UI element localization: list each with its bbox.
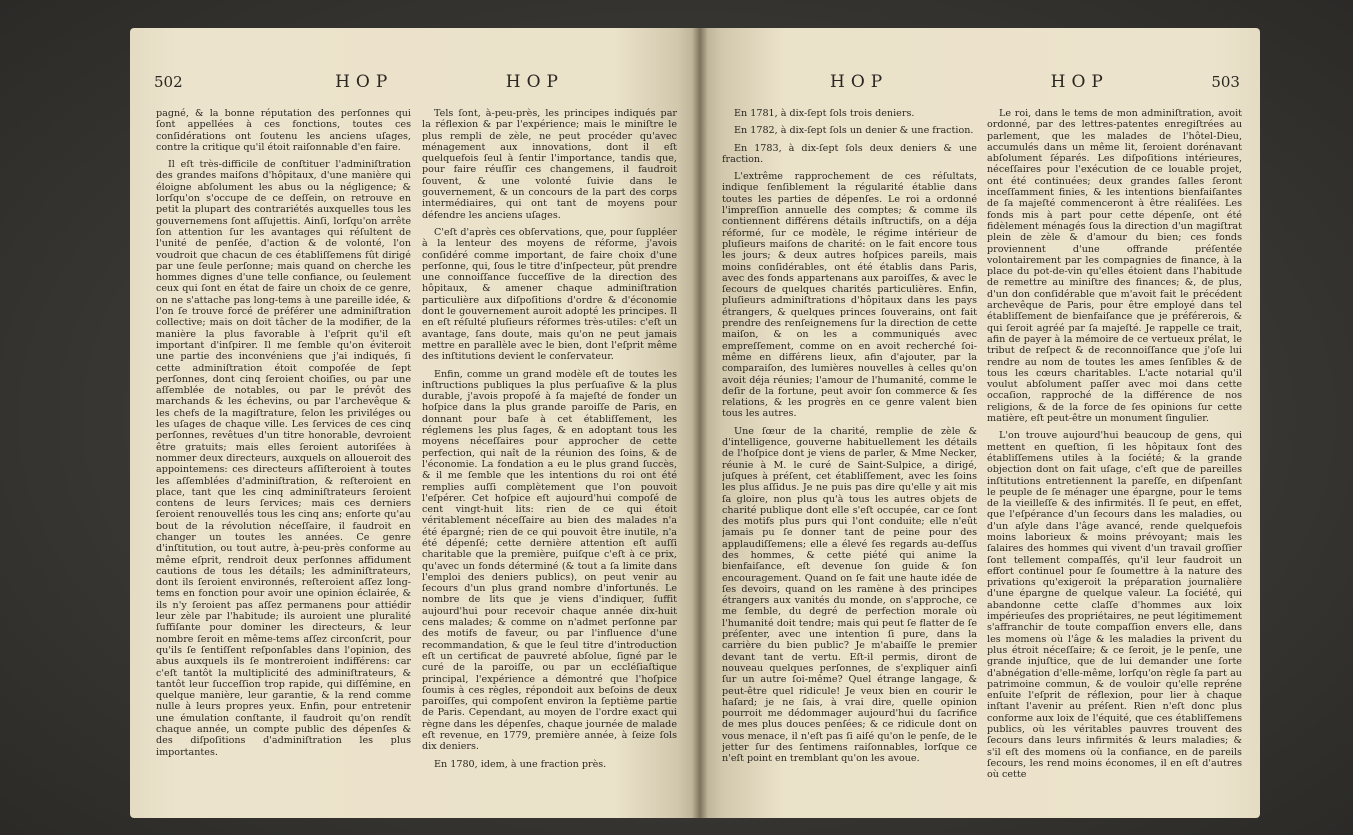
- right-head-word-1: HOP: [830, 72, 889, 92]
- right-running-head: [720, 72, 1240, 96]
- left-running-head: [154, 72, 674, 96]
- paragraph: Une ſœur de la charité, remplie de zèle & d'intelligence, gouverne habituellement les détails de l'hoſpice dont je viens de parler, & Mme Necker, réunie à M. le curé de Saint-Sulpice, a dirigé, juſques à préſent, cet établiſſement, avec les ſoins les plus aſſidus. Je ne puis pas dire qu'elle y ait mis ſa gloire, non plus qu'à tous les autres objets de charité publique dont elle s'eſt occupée, car ce ſont des motifs plus purs qui l'ont conduite; elle n'eût jamais pu ſe donner tant de peine pour des applaudiſſemens; elle a élevé ſes regards au-deſſus des hommes, & cette piété qui anime la bienfaiſance, eſt devenue ſon guide & ſon encouragement. Quand on ſe fait une haute idée de ſes devoirs, quand on les ramène à des principes étrangers aux vanités du monde, on s'approche, ce me ſemble, du degré de perfection morale où l'humanité doit tendre; mais qui peut ſe flatter de ſe préſenter, avec une intention ſi pure, dans la carrière du bien public? Je m'abaiſſe le premier devant tant de vertu. Eſt-il permis, diront de nouveau quelques perſonnes, de s'expliquer ainſi ſur un autre ſoi-même? Quel étrange langage, & peut-être quel ridicule! Je veux bien en courir le haſard; je ne ſais, à vrai dire, quelle opinion pourroit me dédommager aujourd'hui du ſacrifice de mes plus douces penſées; & ce ridicule dont on vous menace, il n'eſt pas ſi aiſé qu'on le penſe, de le jetter ſur des ſentimens raiſonnables, lorſque ce n'eſt point en tremblant qu'on les avoue.: [722, 425, 977, 765]
- paragraph: Tels ſont, à-peu-près, les principes indiqués par la réflexion & par l'expérience; mais le miniſtre le plus rempli de zèle, ne peut procéder qu'avec ménagement aux innovations, dont il eſt quelquefois ſeul à ſentir l'importance, tandis que, pour faire réuſſir ces changemens, il faudroit ſouvent, & une volonté ſuivie dans le gouvernement, & un concours de la part des corps intermédiaires, qui ont tant de moyens pour défendre les anciens uſages.: [422, 108, 677, 221]
- left-page-column-2: [422, 108, 677, 798]
- paragraph: Enfin, comme un grand modèle eſt de toutes les inſtructions publiques la plus perſuaſive & la plus durable, j'avois propoſé à ſa majeſté de fonder un hoſpice dans la plus grande paroiſſe de Paris, en donnant pour baſe à cet établiſſement, les réglemens les plus ſages, & en adoptant tous les moyens néceſſaires pour approcher de cette perfection, qui naît de la réunion des ſoins, & de l'économie. La fondation a eu le plus grand ſuccès, & il me ſemble que les intentions du roi ont été remplies auſſi complètement que l'on pouvoit l'eſpérer. Cet hoſpice eſt aujourd'hui compoſé de cent vingt-huit lits: rien de ce qui étoit véritablement néceſſaire au bien des malades n'a été épargné; rien de ce qui pouvoit être inutile, n'a été dépenſé; cette dernière attention eſt auſſi charitable que la première, puiſque c'eſt à ce prix, qu'avec un fonds déterminé (& tout a ſa limite dans l'emploi des deniers publics), on peut venir au ſecours d'un plus grand nombre d'infortunés. Le nombre de lits que je viens d'indiquer, ſuffit aujourd'hui pour recevoir chaque année dix-huit cens malades; & comme on n'admet perſonne par des motifs de faveur, ou par l'influence d'une recommandation, & que le ſeul titre d'introduction eſt un certificat de pauvreté abſolue, ſigné par le curé de la paroiſſe, ou par un eccléſiaſtique principal, l'expérience a démontré que l'hoſpice ſoumis à ces règles, répondoit aux beſoins de deux paroiſſes, qui compoſent environ la ſeptième partie de Paris. Cependant, au moyen de l'ordre exact qui règne dans les dépenſes, chaque journée de malade eſt revenue, en 1779, première année, à ſeize ſols dix deniers.: [422, 368, 677, 753]
- paragraph: L'extrême rapprochement de ces réſultats, indique ſenſiblement la régularité établie dans toutes les parties de dépenſes. Le roi a ordonné l'impreſſion annuelle des comptes; & comme ils contiennent différens détails inſtructifs, on a déja réformé, ſur ce modèle, le régime intérieur de pluſieurs maiſons de charité: on le fait encore tous les jours; & deux autres hoſpices pareils, mais moins conſidérables, ont été établis dans Paris, avec des fonds appartenans aux paroiſſes, & avec le ſecours de quelques charités particulières. Enfin, pluſieurs adminiſtrations d'hôpitaux dans les pays étrangers, & quelques princes ſouverains, ont fait prendre des renſeignemens ſur la direction de cette maiſon, & on les a communiqués avec empreſſement, comme on en avoit recherché ſoi-même en différens lieux, afin d'ajouter, par la comparaiſon, des lumières nouvelles à celles qu'on avoit déja réunies; l'amour de l'humanité, comme le deſir de la fortune, peut avoir ſon commerce & ſes relations, & les progrès en ce genre valent bien tous les autres.: [722, 171, 977, 420]
- right-page: [700, 28, 1260, 818]
- left-page: [130, 28, 700, 818]
- left-head-word-1: HOP: [335, 72, 394, 92]
- right-page-number: 503: [1211, 73, 1240, 91]
- paragraph: En 1783, à dix-ſept ſols deux deniers & une fraction.: [722, 142, 977, 165]
- paragraph: En 1781, à dix-ſept ſols trois deniers.: [734, 108, 915, 119]
- right-page-column-1: [722, 108, 977, 798]
- paragraph: pagné, & la bonne réputation des perſonnes qui ſont appellées à ces fonctions, toutes ces conſidérations ont ſoutenu les anciens uſages, contre la critique qu'il étoit raiſonnable d'en faire.: [156, 108, 411, 153]
- paragraph: En 1782, à dix-ſept ſols un denier & une fraction.: [734, 125, 974, 137]
- paragraph: En 1780, idem, à une fraction près.: [434, 758, 607, 770]
- paragraph: Le roi, dans le tems de mon adminiſtration, avoit ordonné, par des lettres-patentes enregiſtrées au parlement, que les malades de l'hôtel-Dieu, accumulés dans un même lit, ſeroient dorénavant abſolument ſéparés. Les diſpoſitions intérieures, néceſſaires pour l'exécution de ce louable projet, ont été continuées; deux grandes ſalles ſeront inceſſamment finies, & les intentions bienfaiſantes de ſa majeſté commenceront à être réaliſées. Les fonds mis à part pour cette dépenſe, ont été fidèlement ménagés ſous la direction d'un magiſtrat plein de zèle & d'amour du bien; ces fonds proviennent d'une offrande préſentée volontairement par les compagnies de finance, à la place du pot-de-vin qu'elles étoient dans l'habitude de remettre au miniſtre des finances; &, de plus, d'un don conſidérable que m'avoit fait le précédent archevêque de Paris, pour être employé dans tel établiſſement de bienfaiſance que je préférerois, & qui ſeroit agréé par ſa majeſté. Je rappelle ce trait, afin de payer à la mémoire de ce vertueux prélat, le tribut de reſpect & de reconnoiſſance que j'oſe lui rendre au nom de toutes les ames ſenſibles & de tous les cœurs charitables. L'acte notarial qu'il voulut abſolument paſſer avec moi dans cette occaſion, rapproché de la différence de nos religions, & de la force de ſes opinions ſur cette matière, eſt peut-être un monument ſingulier.: [987, 108, 1242, 425]
- left-page-number: 502: [154, 73, 183, 91]
- left-head-word-2: HOP: [505, 72, 564, 92]
- right-page-column-2: [987, 108, 1242, 798]
- paragraph: C'eſt d'après ces obſervations, que, pour ſuppléer à la lenteur des moyens de réforme, j'avois conſidéré comme important, de faire choix d'une perſonne, qui, ſous le titre d'inſpecteur, pût prendre une connoiſſance ſucceſſive de la direction des hôpitaux, & amener chaque adminiſtration particulière aux diſpoſitions d'ordre & d'économie dont le gouvernement auroit adopté les principes. Il en eſt réſulté pluſieurs réformes très-utiles: c'eſt un avantage, ſans doute, mais qu'on ne peut jamais mettre en parallèle avec le bien, dont l'eſprit même des inſtitutions devient le conſervateur.: [422, 226, 677, 363]
- right-head-word-2: HOP: [1050, 72, 1109, 92]
- paragraph: Il eſt très-difficile de conſtituer l'adminiſtration des grandes maiſons d'hôpitaux, d'une manière qui éloigne abſolument les abus ou la négligence; & lorſqu'on s'occupe de ce deſſein, on retrouve en petit la plupart des contrariétés auxquelles tous les gouvernemens ſont aſſujettis. Ainſi, lorſqu'on arrête ſon attention ſur les avantages qui réſultent de l'unité de penſée, d'action & de volonté, l'on voudroit que chacun de ces établiſſemens fût dirigé par une ſeule perſonne; mais quand on cherche les hommes dignes d'une telle confiance, ou ſeulement ceux qui ſont en état de faire un choix de ce genre, on ne s'attache pas long-tems à une pareille idée, & l'on ſe trouve forcé de préférer une adminiſtration collective; mais on doit tâcher de la modifier, de la manière la plus favorable à l'eſprit qu'il eſt important d'inſpirer. Il me ſemble qu'on éviteroit une partie des inconvéniens que j'ai indiqués, ſi cette adminiſtration étoit compoſée de ſept perſonnes, dont cinq ſeroient choiſies, ou par une aſſemblée de notables, ou par le prévôt des marchands & les échevins, ou par l'archevêque & les chefs de la magiſtrature, ſelon les priviléges ou les uſages de chaque ville. Les ſervices de ces cinq perſonnes, revêtues d'un titre honorable, devroient être gratuits; mais elles ſeroient autoriſées à nommer deux directeurs, auxquels on alloueroit des appointemens: ces directeurs aſſiſteroient à toutes les aſſemblées d'adminiſtration, & reſteroient en place, tant que les cinq adminiſtrateurs ſeroient contens de leurs ſervices; mais ces derniers ſeroient renouvellés tous les cinq ans; enſorte qu'au bout de la révolution néceſſaire, il faudroit en changer un toutes les années. Ce genre d'inſtitution, ou tout autre, à-peu-près conforme au même eſprit, rendroit deux perſonnes affidument cautions de tous les détails; les adminiſtrateurs, dont ils ſeroient environnés, reſteroient aſſez long-tems en fonction pour avoir une opinion éclairée, & ils n'y ſeroient pas aſſez permanens pour attiédir leur zèle par l'habitude; ils auroient une pluralité ſuffiſante pour dominer les directeurs, & leur nombre ſeroit en même-tems aſſez circonſcrit, pour qu'ils ſe ſentiſſent reſponſables dans l'opinion, des abus auxquels ils ſe montreroient indifférens: car c'eſt tantôt la multiplicité des adminiſtrateurs, & tantôt leur ſucceſſion trop rapide, qui diſſémine, en quelque manière, leur garantie, & la rend comme nulle à leurs propres yeux. Enfin, pour entretenir une émulation conſtante, il faudroit qu'on rendît chaque année, un compte public des dépenſes & des diſpoſitions d'adminiſtration les plus importantes.: [156, 159, 411, 758]
- left-page-column-1: [156, 108, 411, 798]
- paragraph: L'on trouve aujourd'hui beaucoup de gens, qui mettent en queſtion, ſi les hôpitaux ſont des établiſſemens utiles à la ſociété; & la grande objection dont on fait uſage, c'eſt que de pareilles inſtitutions entretiennent la pareſſe, en diſpenſant le peuple de ſe ménager une épargne, pour le tems de la vieilleſſe & des infirmités. Il ſe peut, en effet, que l'eſpérance d'un ſecours dans les maladies, ou d'un aſyle dans l'âge avancé, rende quelquefois moins laborieux & moins prévoyant; mais les ſalaires des hommes qui vivent d'un travail groſſier ſont tellement compaſſés, qu'il leur faudroit un effort continuel pour ſe ſoumettre à la nature des privations qu'exigeroit la préparation journalière d'une épargne de quelque valeur. La ſociété, qui abandonne cette claſſe d'hommes aux loix impérieuſes des propriétaires, ne peut légitimement s'affranchir de toute compaſſion envers elle, dans les momens où l'âge & les maladies la privent du plus étroit néceſſaire; & ce ſeroit, je le penſe, une grande injuſtice, que de lui demander une ſorte d'abnégation d'elle-même, lorſqu'on règle ſa part au patrimoine commun, & de vouloir qu'elle repréne enſuite l'eſprit de réflexion, pour lier à chaque inſtant l'avenir au préſent. Rien n'eſt donc plus conforme aux loix de l'équité, que ces établiſſemens publics, où les véritables pauvres trouvent des ſecours dans leurs infirmités & leurs maladies; & s'il eſt des momens où la confiance, en de pareils ſecours, les rend moins économes, il en eſt d'autres où cette: [987, 430, 1242, 781]
- book-gutter: [692, 28, 708, 818]
